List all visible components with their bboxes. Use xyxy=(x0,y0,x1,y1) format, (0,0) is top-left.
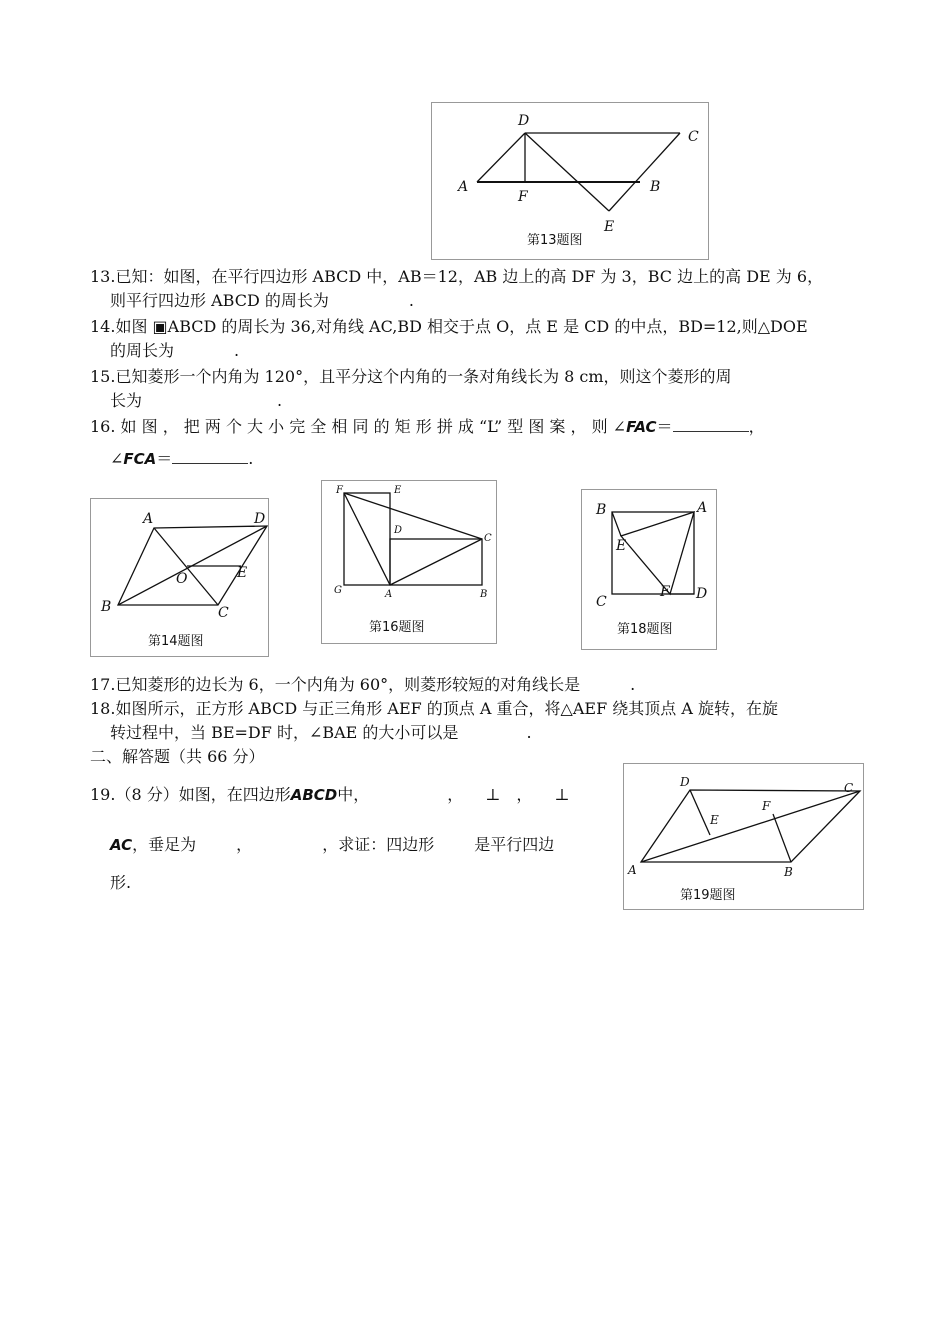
figure-19 xyxy=(623,763,864,910)
figure-13-caption: 第13题图 xyxy=(527,233,583,248)
label-E: E xyxy=(237,565,248,581)
figure-14-caption: 第14题图 xyxy=(148,634,204,649)
q19-line1: 19.（8 分）如图，在四边形ABCD中， ， ⊥ ， ⊥ xyxy=(90,785,570,804)
figure-16-caption: 第16题图 xyxy=(369,620,425,635)
q17: 17.已知菱形的边长为 6，一个内角为 60°，则菱形较短的对角线长是 . xyxy=(90,675,636,694)
label-B: B xyxy=(650,179,661,195)
figure-14-diagram xyxy=(91,499,268,656)
label-D: D xyxy=(254,511,266,527)
label-F: F xyxy=(660,584,670,600)
label-A: A xyxy=(385,589,393,600)
label-A: A xyxy=(628,863,637,877)
figure-18-diagram xyxy=(582,490,716,649)
label-D: D xyxy=(394,525,403,536)
q14-line1: 14.如图 ▣ABCD 的周长为 36,对角线 AC,BD 相交于点 O，点 E 是 CD 的中点，BD=12,则△DOE xyxy=(90,317,808,336)
figure-16-diagram xyxy=(322,481,496,643)
figure-18-caption: 第18题图 xyxy=(617,622,673,637)
label-D: D xyxy=(696,586,708,602)
q15-line2: 长为 . xyxy=(110,391,283,410)
q16-blank-2 xyxy=(172,449,248,464)
label-D: D xyxy=(518,113,530,129)
figure-13-diagram xyxy=(432,103,708,259)
section-2-heading: 二、解答题（共 66 分） xyxy=(90,747,265,766)
label-E: E xyxy=(604,219,615,235)
label-B: B xyxy=(784,865,793,879)
q14-line2: 的周长为 . xyxy=(110,341,240,360)
q18-line1: 18.如图所示，正方形 ABCD 与正三角形 AEF 的顶点 A 重合，将△AEF 绕其顶点 A 旋转，在旋 xyxy=(90,699,778,718)
label-C: C xyxy=(218,605,229,621)
label-B: B xyxy=(480,589,488,600)
figure-16 xyxy=(321,480,497,644)
figure-13 xyxy=(431,102,709,260)
label-C: C xyxy=(688,129,699,145)
label-O: O xyxy=(176,571,188,587)
q16-line1: 16. 如 图 ， 把 两 个 大 小 完 全 相 同 的 矩 形 拼 成 “L” 型 图 案 ， 则 ∠FAC＝ ， xyxy=(90,417,765,436)
label-A: A xyxy=(697,500,708,516)
label-E: E xyxy=(394,485,402,496)
label-F: F xyxy=(762,799,771,813)
label-F: F xyxy=(336,485,343,496)
q16-line2: ∠FCA＝ . xyxy=(110,449,254,468)
figure-14 xyxy=(90,498,269,657)
q18-line2: 转过程中，当 BE=DF 时，∠BAE 的大小可以是 . xyxy=(110,723,532,742)
figure-18 xyxy=(581,489,717,650)
q19-line2: AC，垂足为 ， ，求证：四边形 是平行四边 xyxy=(110,835,555,854)
q15-line1: 15.已知菱形一个内角为 120°，且平分这个内角的一条对角线长为 8 cm，则这个菱形的周 xyxy=(90,367,732,386)
label-C: C xyxy=(844,781,854,795)
label-G: G xyxy=(334,585,342,596)
label-A: A xyxy=(143,511,154,527)
label-B: B xyxy=(101,599,112,615)
q13-line1: 13.已知：如图，在平行四边形 ABCD 中，AB＝12，AB 边上的高 DF 为 3，BC 边上的高 DE 为 6， xyxy=(90,267,824,286)
label-D: D xyxy=(680,775,690,789)
label-B: B xyxy=(596,502,607,518)
q19-line3: 形. xyxy=(110,873,132,892)
label-F: F xyxy=(518,189,528,205)
label-C: C xyxy=(484,533,492,544)
label-E: E xyxy=(710,813,719,827)
label-C: C xyxy=(596,594,607,610)
figure-19-caption: 第19题图 xyxy=(680,888,736,903)
label-E: E xyxy=(616,538,627,554)
label-A: A xyxy=(458,179,469,195)
figure-19-diagram xyxy=(624,764,863,909)
q13-line2: 则平行四边形 ABCD 的周长为 . xyxy=(110,291,414,310)
q16-blank-1 xyxy=(673,417,749,432)
